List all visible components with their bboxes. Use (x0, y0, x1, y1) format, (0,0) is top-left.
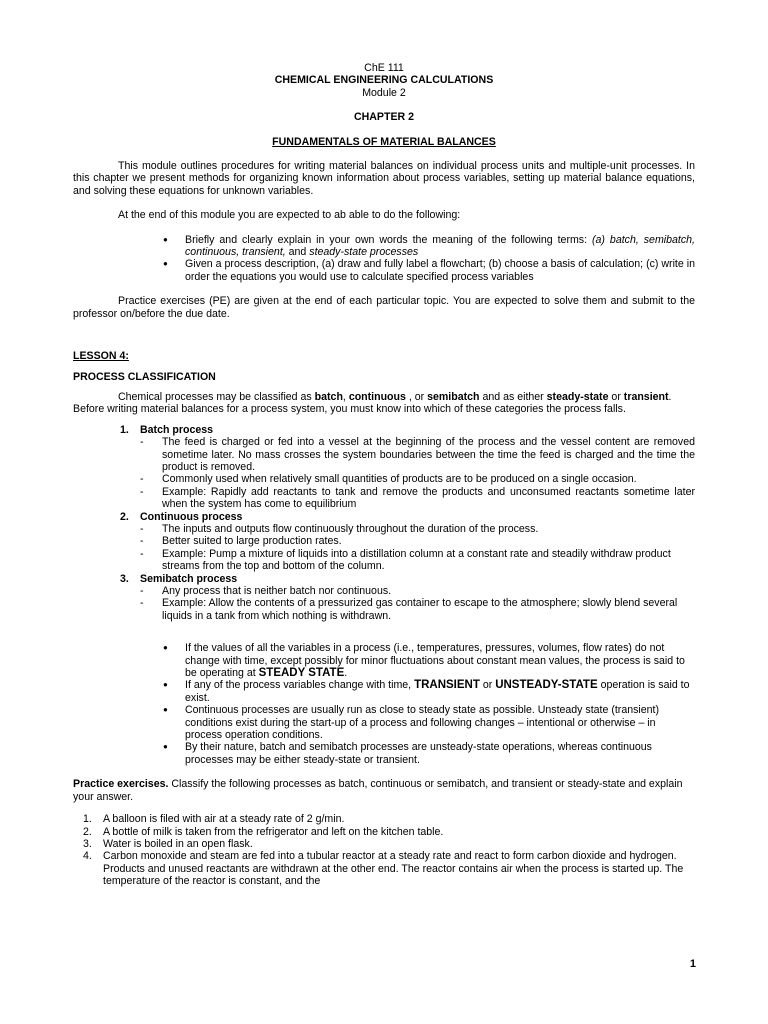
exercise-item (83, 825, 695, 838)
objective-text: and (285, 246, 310, 259)
note-item: ● Continuous processes are usually run as close to steady state as possible. Unsteady state (transient) conditions exist during the start-up of a process and following changes – intentional or otherwise – in process operation conditions. (185, 704, 695, 741)
course-title: CHEMICAL ENGINEERING CALCULATIONS (274, 74, 494, 87)
exercise-item (83, 837, 695, 850)
detail-item: - Any process that is neither batch nor continuous. (162, 585, 695, 597)
lesson-heading: PROCESS CLASSIFICATION (73, 370, 216, 383)
term-batch: batch (314, 390, 343, 403)
exercise-item (83, 813, 695, 826)
term-semibatch: semibatch (427, 390, 480, 403)
process-type-title: Continuous process (140, 510, 243, 523)
process-type-details (140, 523, 695, 573)
process-types-list (73, 424, 695, 623)
detail-item: - The inputs and outputs flow continuously throughout the duration of the process. (162, 523, 695, 535)
text: Classify the following processes as batch, continuous or semibatch, and transient or steady-state and explain your answer. (73, 778, 683, 803)
objectives-intro: At the end of this module you are expected to ab able to do the following: (118, 209, 461, 222)
text: , or (405, 390, 428, 403)
objective-text: Briefly and clearly explain in your own words the meaning of the following terms: (185, 233, 593, 246)
intro-paragraph: This module outlines procedures for writing material balances on individual process units and multiple-unit processes. In this chapter we present methods for organizing known information about process variables, setting up material balance equations, and solving these equations for unknown variables. (73, 160, 695, 197)
exercise-text: Carbon monoxide and steam are fed into a tubular reactor at a steady rate and react to form carbon dioxide and hydrogen. Products and unused reactants are withdrawn at the other end. The reactor contains air when the process is started up. The temperature of the reactor is constant, and the (103, 850, 684, 888)
exercise-text: A balloon is filed with air at a steady rate of 2 g/min. (103, 813, 345, 826)
exercise-number: 4. (83, 850, 92, 863)
text: or (479, 679, 496, 692)
exercise-text: A bottle of milk is taken from the refrigerator and left on the kitchen table. (103, 825, 444, 838)
objective-item (185, 234, 695, 259)
term-continuous: continuous (348, 390, 406, 403)
note-item (185, 679, 695, 704)
page-number: 1 (689, 958, 696, 970)
detail-item: - Example: Pump a mixture of liquids into a distillation column at a constant rate and steadily withdraw product streams from the top and bottom of the column. (162, 548, 695, 573)
detail-item: - Better suited to large production rates. (162, 535, 695, 547)
detail-item: - Example: Allow the contents of a pressurized gas container to escape to the atmosphere; slowly blend several liquids in a tank from which nothing is withdrawn. (162, 597, 695, 622)
exercise-number: 2. (83, 825, 92, 838)
practice-label: Practice exercises. (73, 778, 169, 791)
list-number: 3. (120, 572, 129, 585)
term-transient: transient (623, 390, 669, 403)
exercise-number: 3. (83, 837, 92, 850)
chapter-label: CHAPTER 2 (353, 111, 415, 124)
text: Chemical processes may be classified as (118, 390, 315, 403)
lesson-label: LESSON 4: (73, 350, 129, 363)
list-number: 1. (120, 423, 129, 436)
objective-terms: steady-state processes (309, 246, 419, 259)
process-type-batch (120, 423, 695, 511)
process-type-title: Semibatch process (140, 572, 238, 585)
text: and as either (479, 390, 547, 403)
process-type-title: Batch process (140, 423, 214, 436)
process-type-details (140, 436, 695, 510)
text: . (344, 667, 348, 680)
course-code: ChE 111 (364, 62, 404, 74)
page-content (73, 62, 695, 888)
process-type-details (140, 585, 695, 622)
process-type-continuous (120, 510, 695, 573)
text: If the values of all the variables in a process (i.e., temperatures, pressures, volumes, flow rates) do not change with time, except possibly for minor fluctuations about constant mean values, the process is said to be operating at (185, 642, 685, 680)
text: or (608, 390, 624, 403)
term-transient: TRANSIENT (414, 679, 480, 692)
text: operation is said to exist. (185, 679, 690, 704)
module-label: Module 2 (362, 86, 406, 99)
term-steady-state: STEADY STATE (258, 667, 345, 680)
practice-intro: Practice exercises (PE) are given at the end of each particular topic. You are expected to solve them and submit to the professor on/before the due date. (73, 295, 695, 320)
detail-item: - Example: Rapidly add reactants to tank and remove the products and unconsumed reactants sometime later when the system has come to equilibrium (162, 486, 695, 511)
detail-item: - The feed is charged or fed into a vessel at the beginning of the process and the vessel content are removed sometime later. No mass crosses the system boundaries between the time the feed is charged and the time the product is removed. (162, 436, 695, 473)
text: If any of the process variables change with time, (185, 679, 415, 692)
objective-item: ● Given a process description, (a) draw and fully label a flowchart; (b) choose a basis of calculation; (c) write in order the equations you would use to calculate specified process variables (185, 258, 695, 283)
exercise-item (83, 850, 695, 888)
practice-exercises-intro (73, 778, 695, 803)
chapter-title: FUNDAMENTALS OF MATERIAL BALANCES (272, 135, 496, 148)
state-notes-list (73, 642, 695, 766)
note-item: ● By their nature, batch and semibatch processes are unsteady-state operations, whereas continuous processes may be either steady-state or transient. (185, 741, 695, 766)
classification-paragraph (73, 391, 695, 416)
objectives-list (73, 234, 695, 284)
exercise-text: Water is boiled in an open flask. (103, 837, 253, 850)
term-unsteady-state: UNSTEADY-STATE (495, 679, 598, 692)
text: , (342, 390, 349, 403)
list-number: 2. (120, 510, 129, 523)
text: . Before writing material balances for a process system, you must know into which of these categories the process falls. (73, 390, 672, 416)
detail-item: - Commonly used when relatively small quantities of products are to be produced on a single occasion. (162, 473, 695, 485)
practice-exercises-list (73, 813, 695, 887)
note-item (185, 642, 695, 679)
process-type-semibatch (120, 572, 695, 623)
objective-terms: (a) batch, semibatch, continuous, transient, (185, 233, 695, 259)
term-steady-state: steady-state (546, 390, 609, 403)
exercise-number: 1. (83, 813, 92, 826)
